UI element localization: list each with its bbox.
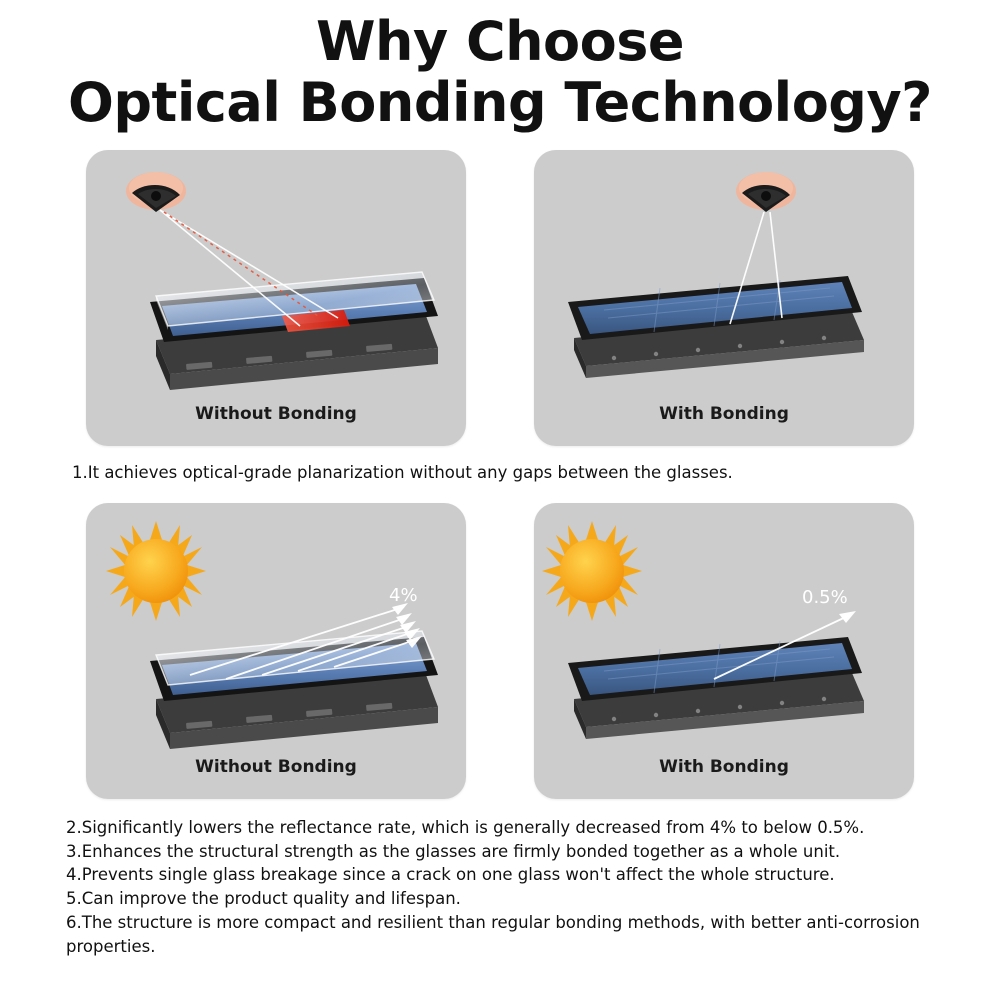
panel-illustration-sunlight-without-bonding [86,503,466,799]
notes-list [66,817,956,959]
display-panel-icon [150,272,438,390]
panel-sunlight-with-bonding [534,503,914,799]
eye-icon [736,172,796,212]
panel-caption: With Bonding [659,756,789,777]
eye-icon [126,172,186,212]
display-panel-icon [568,276,864,378]
note-line-6: 6.The structure is more compact and resilient than regular bonding methods, with better anti-corrosion [66,912,920,932]
panel-row-reflection [0,150,1000,446]
panel-caption: Without Bonding [195,756,357,777]
sun-icon [106,521,206,621]
note-line-6-continued: properties. [66,936,156,956]
light-ray-arrowheads [839,611,856,623]
panel-reflection-without-bonding [86,150,466,446]
page-title [0,0,1000,135]
reflectance-value-label: 4% [389,584,418,606]
panel-illustration-with-bonding [534,150,914,446]
note-line-2: 2.Significantly lowers the reflectance rate, which is generally decreased from 4% to below 0.5%. [66,817,865,837]
note-line-1: 1.It achieves optical-grade planarization without any gaps between the glasses. [72,463,733,483]
display-panel-icon [150,631,438,749]
panel-illustration-without-bonding [86,150,466,446]
sun-icon [542,521,642,621]
panel-caption: Without Bonding [195,404,357,425]
reflectance-value-label: 0.5% [802,586,848,608]
note-line-3: 3.Enhances the structural strength as the glasses are firmly bonded together as a whole unit. [66,841,841,861]
page-title-line-2: Optical Bonding Technology? [68,71,932,135]
panel-sunlight-without-bonding [86,503,466,799]
panel-reflection-with-bonding [534,150,914,446]
note-line-5: 5.Can improve the product quality and lifespan. [66,889,461,909]
panel-row-sunlight [0,503,1000,799]
panel-illustration-sunlight-with-bonding [534,503,914,799]
panel-caption: With Bonding [659,404,789,425]
note-line-4: 4.Prevents single glass breakage since a crack on one glass won't affect the whole structure. [66,865,835,885]
page-title-line-1: Why Choose [315,10,685,73]
display-panel-icon [568,637,864,739]
